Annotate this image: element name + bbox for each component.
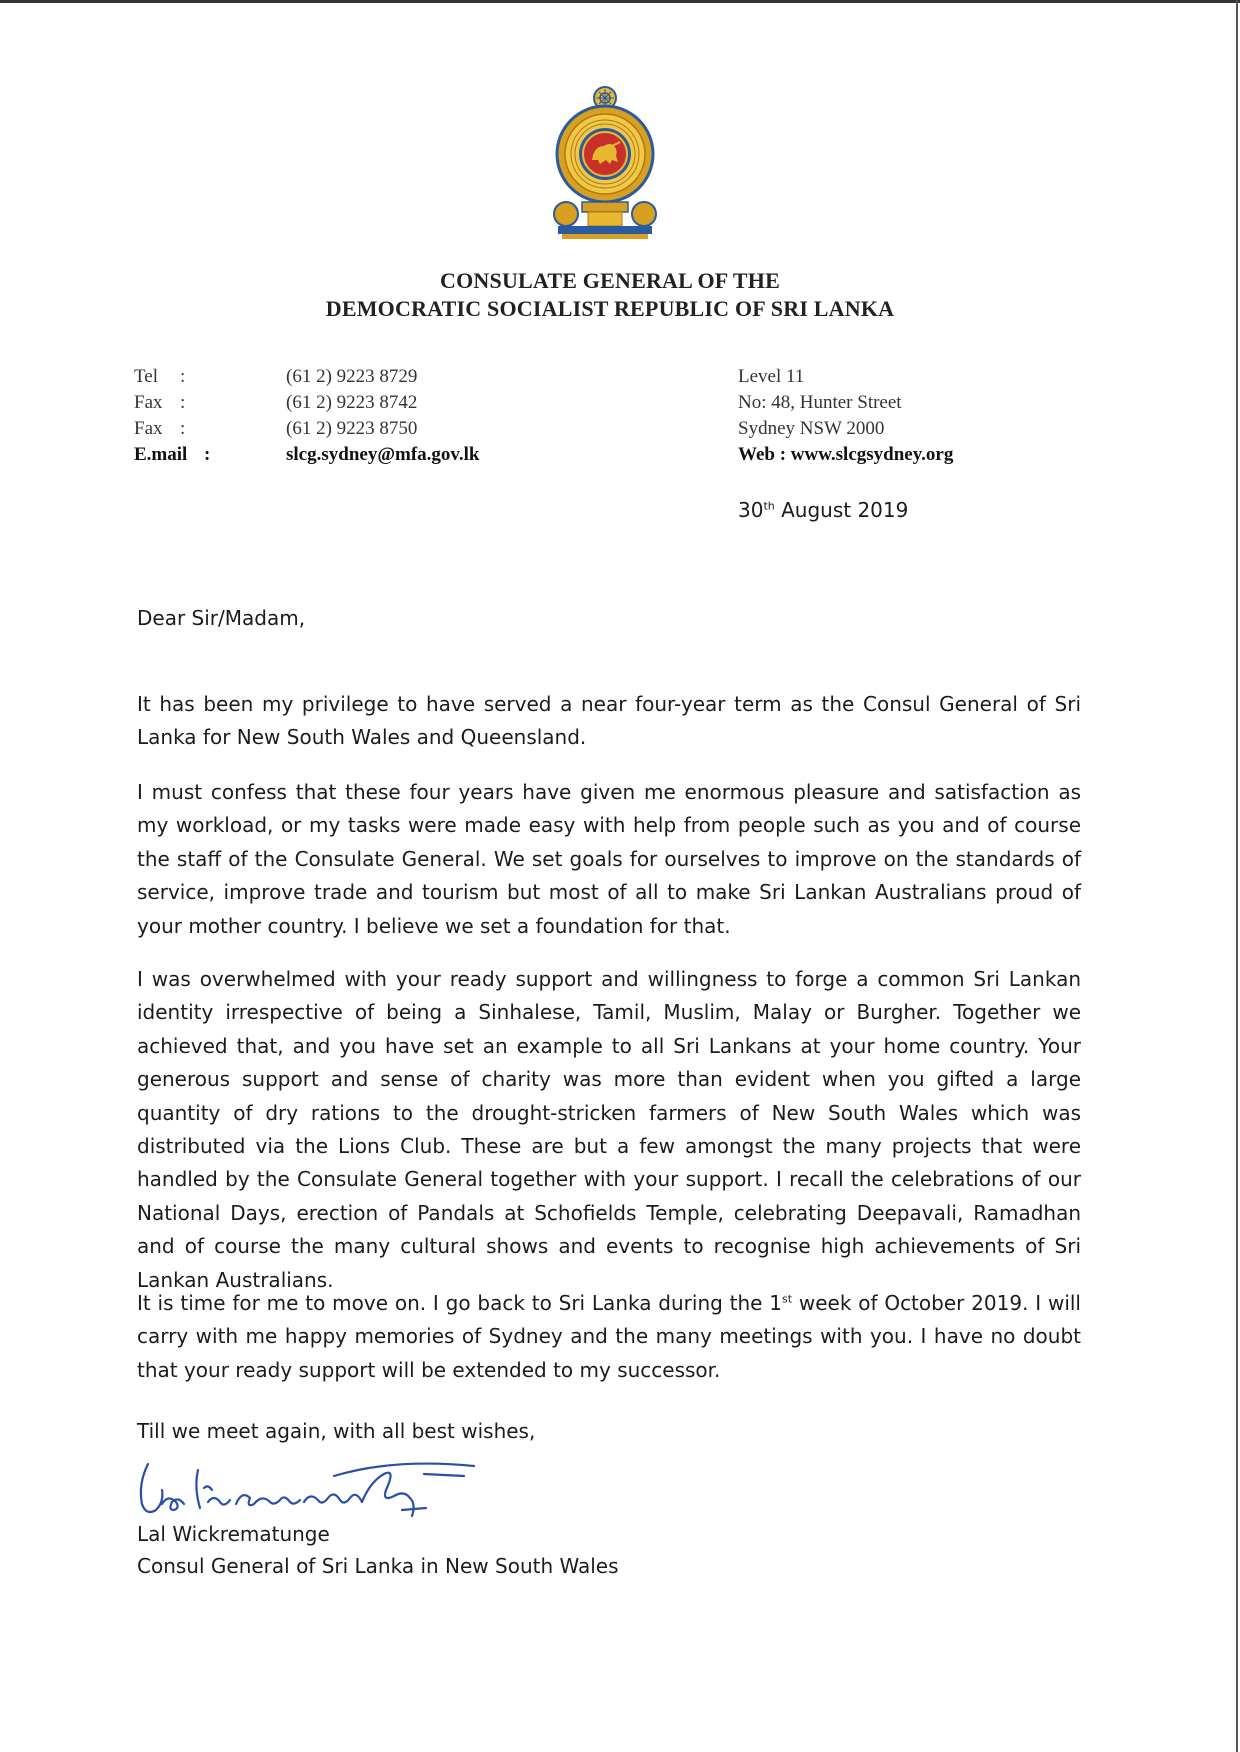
handwritten-signature-icon [134,1444,534,1530]
letterhead-title-line2: DEMOCRATIC SOCIALIST REPUBLIC OF SRI LANKA [325,296,895,321]
contact-separator: : [180,418,186,439]
address-web [738,444,953,466]
contact-value: (61 2) 9223 8742 [286,392,418,413]
address-line2: No: 48, Hunter Street [738,392,902,413]
closing-line: Till we meet again, with all best wishes, [137,1419,536,1443]
contact-value: (61 2) 9223 8750 [286,418,418,439]
contact-separator: : [180,366,186,387]
body-paragraph-3: I was overwhelmed with your ready support and willingness to forge a common Sri Lankan identity irrespective of being a Sinhalese, Tamil, Muslim, Malay or Burgher. Together we achieved that, and you have set an example to all Sri Lankans at your home country. Your generous support and sense of charity was more than evident when you gifted a large quantity of dry rations to the drought-stricken farmers of New South Wales which was distributed via the Lions Club. These are but a few amongst the many projects that were handled by the Consulate General together with your support. I recall the celebrations of our National Days, erection of Pandals at Schofields Temple, celebrating Deepavali, Ramadhan and of course the many cultural shows and events to recognise high achievements of Sri Lankan Australians. [137,967,1081,1292]
contact-label: Tel [134,366,158,387]
contact-label: Fax [134,418,163,439]
paragraph-4-part-a: It is time for me to move on. I go back to Sri Lanka during the 1 [137,1291,782,1315]
sri-lanka-national-emblem-icon [552,84,658,242]
web-link[interactable]: www.slcgsydney.org [790,444,954,465]
body-paragraph-4 [137,1287,1081,1387]
contact-label: E.mail [134,444,188,465]
ordinal-suffix: st [782,1292,793,1306]
address-line1: Level 11 [738,366,805,387]
date-suffix: th [763,499,775,513]
paragraph-4-part-b: week of October 2019. I will carry with me happy memories of Sydney and the many meetings with you. I have no doubt that your ready support will be extended to my successor. [137,1291,1081,1382]
body-paragraph-2: I must confess that these four years have given me enormous pleasure and satisfaction as my workload, or my tasks were made easy with help from people such as you and of course the staff of the Consulate General. We set goals for ourselves to improve on the standards of service, improve trade and tourism but most of all to make Sri Lankan Australians proud of your mother country. I believe we set a foundation for that. [137,780,1081,938]
email-link[interactable]: slcg.sydney@mfa.gov.lk [286,444,480,465]
contact-separator: : [180,392,186,413]
address-line3: Sydney NSW 2000 [738,418,885,439]
letterhead-title-line1: CONSULATE GENERAL OF THE [440,268,780,293]
signer-name: Lal Wickrematunge [137,1522,330,1546]
page-right-border [1236,0,1238,1752]
contact-value: (61 2) 9223 8729 [286,366,418,387]
date-rest: August 2019 [781,498,909,522]
body-paragraph-1: It has been my privilege to have served a near four-year term as the Consul General of Sri Lanka for New South Wales and Queensland. [137,692,1081,750]
contact-label: Fax [134,392,163,413]
page-top-border [0,0,1240,3]
contact-separator: : [204,444,211,465]
signer-title: Consul General of Sri Lanka in New South Wales [137,1554,619,1578]
web-label: Web : [738,444,787,465]
letter-date [738,498,908,522]
salutation: Dear Sir/Madam, [137,606,306,630]
date-day: 30 [738,498,764,522]
